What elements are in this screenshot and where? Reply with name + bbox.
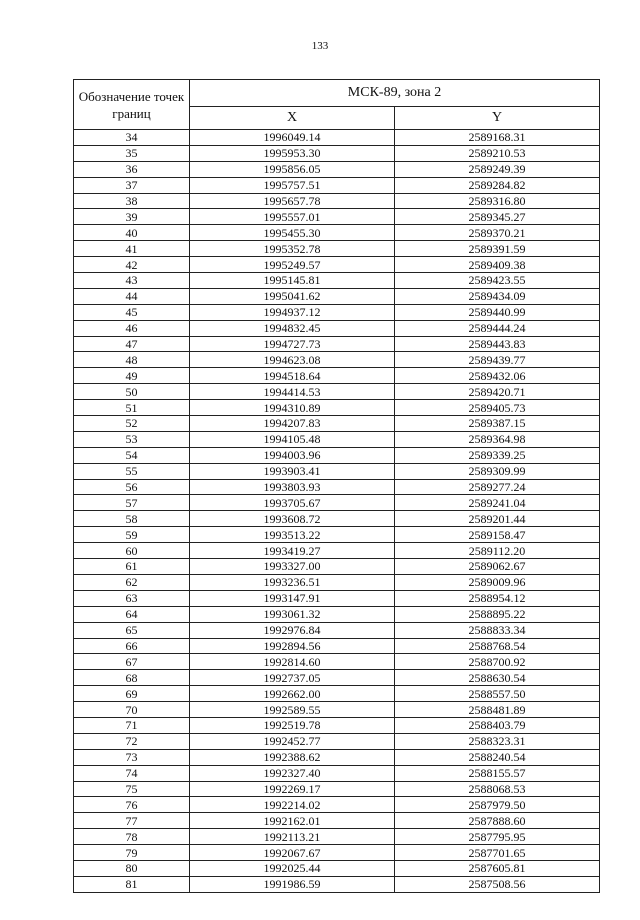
y-value-cell: 2589062.67 [395,559,600,575]
table-row [74,717,600,733]
x-value-cell: 1995953.30 [190,145,395,161]
y-value-cell: 2589210.53 [395,145,600,161]
y-value-cell: 2589009.96 [395,574,600,590]
x-value-cell: 1995557.01 [190,209,395,225]
point-number-cell: 64 [74,606,190,622]
point-number-cell: 70 [74,702,190,718]
y-value-cell: 2588323.31 [395,733,600,749]
y-value-cell: 2588403.79 [395,717,600,733]
table-row [74,638,600,654]
x-value-cell: 1994937.12 [190,304,395,320]
point-number-cell: 65 [74,622,190,638]
x-value-cell: 1993236.51 [190,574,395,590]
x-value-cell: 1995757.51 [190,177,395,193]
point-number-cell: 68 [74,670,190,686]
table-row [74,876,600,892]
point-number-cell: 76 [74,797,190,813]
x-value-cell: 1993419.27 [190,543,395,559]
y-value-cell: 2588630.54 [395,670,600,686]
point-number-cell: 46 [74,320,190,336]
y-value-cell: 2589443.83 [395,336,600,352]
table-row [74,225,600,241]
table-row [74,400,600,416]
y-value-cell: 2589432.06 [395,368,600,384]
y-value-cell: 2589277.24 [395,479,600,495]
x-value-cell: 1993513.22 [190,527,395,543]
x-value-cell: 1994105.48 [190,431,395,447]
table-row [74,622,600,638]
y-value-cell: 2587701.65 [395,845,600,861]
table-row [74,447,600,463]
table-row [74,574,600,590]
point-number-cell: 48 [74,352,190,368]
x-value-cell: 1996049.14 [190,130,395,146]
point-label-header: Обозначение точек границ [74,80,190,130]
point-number-cell: 38 [74,193,190,209]
x-value-cell: 1992067.67 [190,845,395,861]
point-number-cell: 78 [74,829,190,845]
x-value-cell: 1994832.45 [190,320,395,336]
point-number-cell: 57 [74,495,190,511]
table-row [74,273,600,289]
point-number-cell: 59 [74,527,190,543]
point-number-cell: 77 [74,813,190,829]
x-value-cell: 1992976.84 [190,622,395,638]
x-value-cell: 1992113.21 [190,829,395,845]
x-value-cell: 1995856.05 [190,161,395,177]
y-value-cell: 2588481.89 [395,702,600,718]
table-row [74,813,600,829]
y-value-cell: 2589112.20 [395,543,600,559]
x-value-cell: 1994207.83 [190,416,395,432]
x-value-cell: 1993061.32 [190,606,395,622]
table-row [74,765,600,781]
y-value-cell: 2589405.73 [395,400,600,416]
y-value-cell: 2589434.09 [395,288,600,304]
x-value-cell: 1993147.91 [190,590,395,606]
point-number-cell: 79 [74,845,190,861]
x-value-cell: 1992269.17 [190,781,395,797]
x-value-cell: 1995352.78 [190,241,395,257]
y-value-cell: 2589284.82 [395,177,600,193]
x-value-cell: 1993903.41 [190,463,395,479]
x-value-cell: 1994623.08 [190,352,395,368]
x-value-cell: 1993705.67 [190,495,395,511]
point-number-cell: 42 [74,257,190,273]
x-value-cell: 1995249.57 [190,257,395,273]
point-number-cell: 39 [74,209,190,225]
y-value-cell: 2589201.44 [395,511,600,527]
table-row [74,384,600,400]
point-number-cell: 41 [74,241,190,257]
table-row [74,304,600,320]
point-number-cell: 56 [74,479,190,495]
x-value-cell: 1993608.72 [190,511,395,527]
point-number-cell: 50 [74,384,190,400]
y-value-cell: 2588768.54 [395,638,600,654]
table-row [74,368,600,384]
table-row [74,352,600,368]
y-value-cell: 2589387.15 [395,416,600,432]
table-row [74,416,600,432]
x-value-cell: 1994310.89 [190,400,395,416]
coordinate-system-header: МСК-89, зона 2 [190,80,600,107]
x-value-cell: 1992452.77 [190,733,395,749]
x-value-cell: 1994727.73 [190,336,395,352]
point-number-cell: 40 [74,225,190,241]
x-value-cell: 1992662.00 [190,686,395,702]
y-value-cell: 2587795.95 [395,829,600,845]
point-number-cell: 45 [74,304,190,320]
x-value-cell: 1995145.81 [190,273,395,289]
point-number-cell: 73 [74,749,190,765]
x-value-cell: 1993803.93 [190,479,395,495]
point-number-cell: 34 [74,130,190,146]
x-column-header: X [190,107,395,130]
y-value-cell: 2589345.27 [395,209,600,225]
table-row [74,781,600,797]
table-row [74,241,600,257]
table-row [74,209,600,225]
y-value-cell: 2589420.71 [395,384,600,400]
table-row [74,670,600,686]
y-value-cell: 2588240.54 [395,749,600,765]
table-row [74,829,600,845]
table-row [74,590,600,606]
y-value-cell: 2589168.31 [395,130,600,146]
y-value-cell: 2589440.99 [395,304,600,320]
point-number-cell: 49 [74,368,190,384]
x-value-cell: 1991986.59 [190,876,395,892]
point-number-cell: 62 [74,574,190,590]
x-value-cell: 1992162.01 [190,813,395,829]
x-value-cell: 1992025.44 [190,860,395,876]
y-value-cell: 2589339.25 [395,447,600,463]
point-number-cell: 74 [74,765,190,781]
table-body [74,130,600,893]
x-value-cell: 1994003.96 [190,447,395,463]
y-value-cell: 2587605.81 [395,860,600,876]
table-row [74,527,600,543]
y-value-cell: 2589241.04 [395,495,600,511]
point-number-cell: 35 [74,145,190,161]
table-row [74,320,600,336]
table-row [74,797,600,813]
table-row [74,130,600,146]
x-value-cell: 1992894.56 [190,638,395,654]
point-number-cell: 80 [74,860,190,876]
y-value-cell: 2589409.38 [395,257,600,273]
table-row [74,288,600,304]
x-value-cell: 1993327.00 [190,559,395,575]
y-value-cell: 2587888.60 [395,813,600,829]
point-number-cell: 66 [74,638,190,654]
y-value-cell: 2589444.24 [395,320,600,336]
table-row [74,495,600,511]
point-number-cell: 51 [74,400,190,416]
y-value-cell: 2588557.50 [395,686,600,702]
table-row [74,145,600,161]
point-number-cell: 75 [74,781,190,797]
table-row [74,336,600,352]
x-value-cell: 1992327.40 [190,765,395,781]
y-value-cell: 2588833.34 [395,622,600,638]
y-value-cell: 2587508.56 [395,876,600,892]
table-row [74,749,600,765]
table-row [74,479,600,495]
table-row [74,193,600,209]
x-value-cell: 1995455.30 [190,225,395,241]
x-value-cell: 1995657.78 [190,193,395,209]
point-number-cell: 47 [74,336,190,352]
boundary-coordinates-table [73,79,600,893]
point-number-cell: 81 [74,876,190,892]
y-column-header: Y [395,107,600,130]
y-value-cell: 2588068.53 [395,781,600,797]
point-number-cell: 61 [74,559,190,575]
point-number-cell: 53 [74,431,190,447]
point-number-cell: 43 [74,273,190,289]
y-value-cell: 2588954.12 [395,590,600,606]
point-number-cell: 58 [74,511,190,527]
point-number-cell: 72 [74,733,190,749]
y-value-cell: 2589391.59 [395,241,600,257]
x-value-cell: 1992737.05 [190,670,395,686]
table-row [74,845,600,861]
point-number-cell: 55 [74,463,190,479]
point-number-cell: 60 [74,543,190,559]
table-row [74,702,600,718]
x-value-cell: 1994518.64 [190,368,395,384]
point-number-cell: 67 [74,654,190,670]
table-row [74,559,600,575]
table-row [74,257,600,273]
table-row [74,686,600,702]
x-value-cell: 1994414.53 [190,384,395,400]
x-value-cell: 1992814.60 [190,654,395,670]
table-row [74,733,600,749]
y-value-cell: 2589439.77 [395,352,600,368]
table-row [74,543,600,559]
point-number-cell: 36 [74,161,190,177]
y-value-cell: 2589364.98 [395,431,600,447]
x-value-cell: 1992388.62 [190,749,395,765]
table-row [74,161,600,177]
point-number-cell: 44 [74,288,190,304]
table-row [74,860,600,876]
x-value-cell: 1995041.62 [190,288,395,304]
x-value-cell: 1992589.55 [190,702,395,718]
table-row [74,177,600,193]
y-value-cell: 2589370.21 [395,225,600,241]
x-value-cell: 1992519.78 [190,717,395,733]
table-row [74,511,600,527]
page-number: 133 [311,40,329,52]
point-number-cell: 69 [74,686,190,702]
point-number-cell: 52 [74,416,190,432]
y-value-cell: 2587979.50 [395,797,600,813]
y-value-cell: 2588700.92 [395,654,600,670]
y-value-cell: 2589423.55 [395,273,600,289]
y-value-cell: 2589158.47 [395,527,600,543]
y-value-cell: 2589309.99 [395,463,600,479]
table-row [74,606,600,622]
x-value-cell: 1992214.02 [190,797,395,813]
table-row [74,431,600,447]
y-value-cell: 2589316.80 [395,193,600,209]
point-number-cell: 37 [74,177,190,193]
point-number-cell: 54 [74,447,190,463]
table-row [74,463,600,479]
y-value-cell: 2588895.22 [395,606,600,622]
y-value-cell: 2589249.39 [395,161,600,177]
table-row [74,654,600,670]
point-number-cell: 71 [74,717,190,733]
point-number-cell: 63 [74,590,190,606]
y-value-cell: 2588155.57 [395,765,600,781]
